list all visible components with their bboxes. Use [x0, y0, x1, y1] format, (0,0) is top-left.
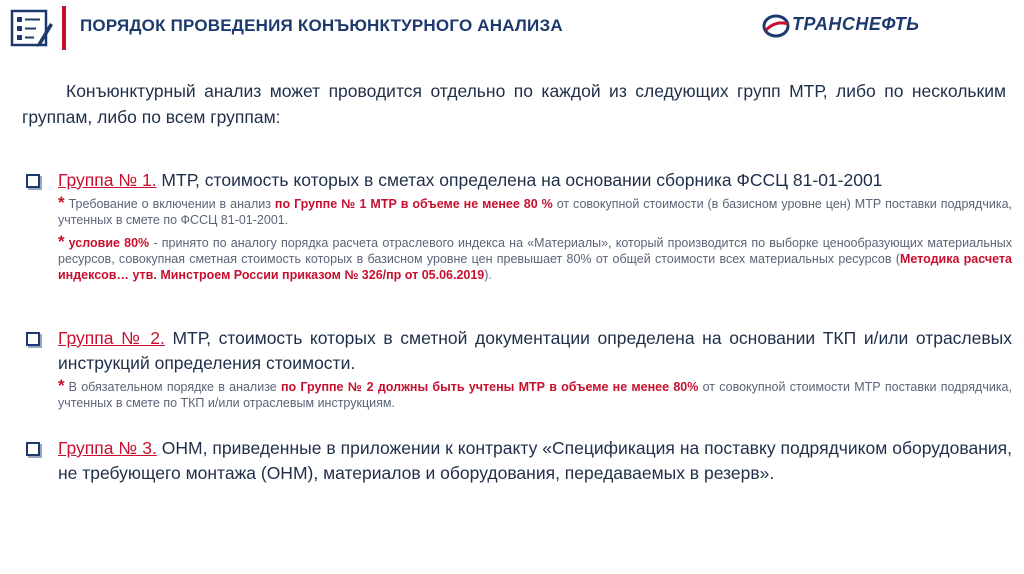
group-2-label: Группа № 2. [58, 328, 165, 348]
group-2-heading [22, 326, 1012, 376]
group-1-note-2 [22, 234, 1012, 283]
note-highlight: по Группе № 2 должны быть учтены МТР в объеме не менее 80% [280, 380, 699, 394]
asterisk: * [58, 376, 65, 395]
transneft-logo-icon [762, 12, 790, 40]
note-text: Требование о включении в анализ [68, 197, 275, 211]
group-1-note-1 [22, 195, 1012, 228]
note-highlight: условие 80% [68, 236, 150, 250]
group-2-text: МТР, стоимость которых в сметной документации определена на основании ТКП и/или отраслевых инструкций определения стоимости. [58, 328, 1012, 373]
note-highlight: по Группе № 1 МТР в объеме не менее 80 % [274, 197, 553, 211]
checkbox-bullet-icon [26, 442, 40, 456]
checklist-icon [10, 9, 54, 49]
logo-text: ТРАНСНЕФТЬ [792, 14, 920, 34]
company-logo [762, 12, 982, 40]
asterisk: * [58, 232, 65, 251]
note-source: Методика расчета индексов… утв. Минстроем России приказом № 326/пр от 05.06.2019 [58, 252, 1013, 282]
slide-header [0, 0, 1024, 56]
group-3-label: Группа № 3. [58, 438, 157, 458]
note-text: от совокупной стоимости МТР поставки подрядчика, учтенных в смете по ТКП и/или отраслевым инструкциям. [58, 380, 1012, 410]
page-title: ПОРЯДОК ПРОВЕДЕНИЯ КОНЪЮНКТУРНОГО АНАЛИЗА [80, 16, 563, 35]
note-text: ). [484, 268, 492, 282]
group-3-text: ОНМ, приведенные в приложении к контракту «Спецификация на поставку подрядчиком оборудования, не требующего монтажа (ОНМ), материалов и оборудования, передаваемых в резерв». [58, 438, 1012, 483]
note-text: от совокупной стоимости (в базисном уровне цен) МТР поставки подрядчика, учтенных в смете по ФССЦ 81-01-2001. [58, 197, 1012, 227]
group-2 [22, 326, 1012, 411]
asterisk: * [58, 193, 65, 212]
group-1 [22, 168, 1012, 283]
header-divider [62, 6, 66, 50]
checkbox-bullet-icon [26, 332, 40, 346]
group-2-note-1 [22, 378, 1012, 411]
group-3 [22, 436, 1012, 486]
group-1-text: МТР, стоимость которых в сметах определена на основании сборника ФССЦ 81-01-2001 [156, 170, 883, 190]
note-text: В обязательном порядке в анализе [68, 380, 281, 394]
intro-paragraph: Конъюнктурный анализ может проводится отдельно по каждой из следующих групп МТР, либо по нескольким группам, либо по всем группам: [22, 81, 1006, 127]
group-1-heading [22, 168, 1012, 193]
group-1-label: Группа № 1. [58, 170, 157, 190]
note-text: - принято по аналогу порядка расчета отраслевого индекса на «Материалы», который производится по выборке ценообразующих материальных ресурсов, совокупная сметная стоимость которых в базисном уровне цен превышает 80% от общей стоимости всех материальных ресурсов ( [58, 236, 1012, 266]
group-3-heading [22, 436, 1012, 486]
checkbox-bullet-icon [26, 174, 40, 188]
